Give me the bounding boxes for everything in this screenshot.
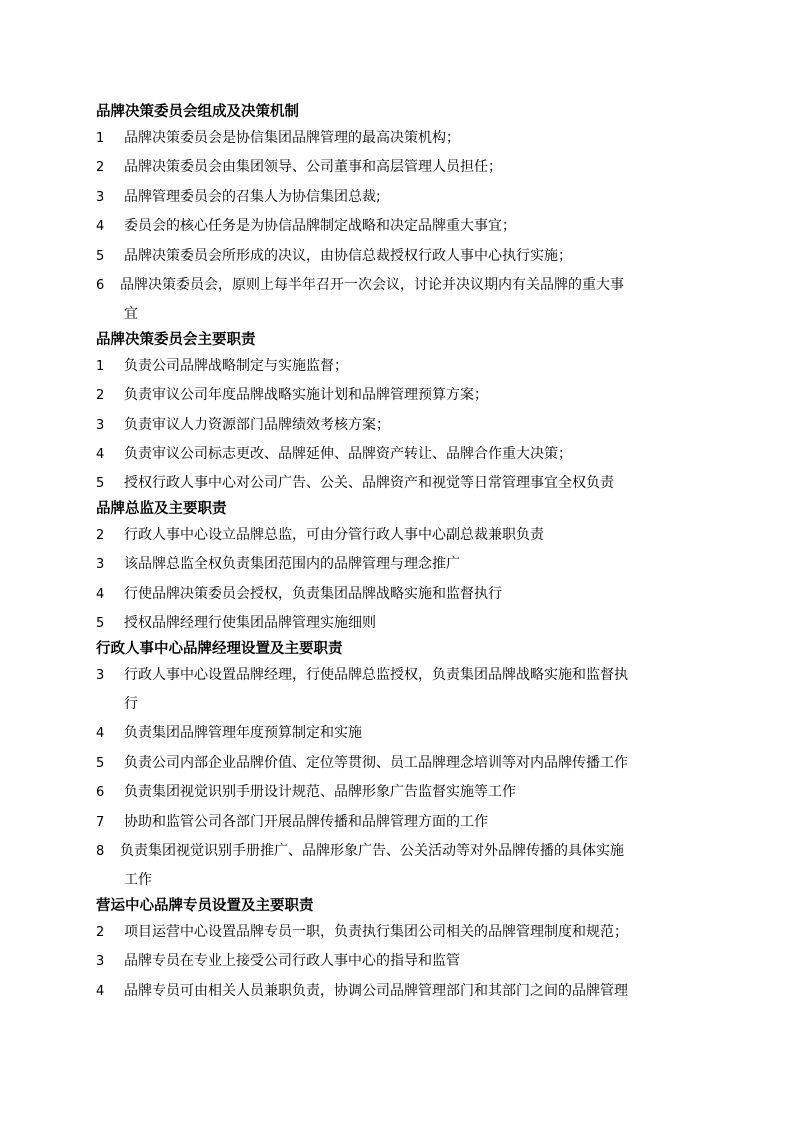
item-text: 品牌专员可由相关人员兼职负责，协调公司品牌管理部门和其部门之间的品牌管理 [124,982,628,999]
item-number: 8 [96,843,105,859]
item-text: 负责审议公司年度品牌战略实施计划和品牌管理预算方案； [124,387,488,404]
item-text: 授权行政人事中心对公司广告、公关、品牌资产和视觉等日常管理事宜全权负责 [124,475,614,492]
item-number: 3 [96,189,105,205]
list-item [96,918,700,947]
list-item [96,153,700,182]
item-text: 项目运营中心设置品牌专员一职，负责执行集团公司相关的品牌管理制度和规范； [124,923,628,940]
item-number: 4 [96,726,105,742]
item-text: 负责公司内部企业品牌价值、定位等贯彻、员工品牌理念培训等对内品牌传播工作 [124,754,628,771]
item-text: 品牌决策委员会，原则上每半年召开一次会议，讨论并决议期内有关品牌的重大事 [120,277,624,294]
item-text: 品牌决策委员会由集团领导、公司董事和高层管理人员担任； [124,159,502,176]
list-item [96,352,700,381]
item-text: 行使品牌决策委员会授权，负责集团品牌战略实施和监督执行 [124,585,502,602]
list-item [96,381,700,410]
list-item [96,661,700,720]
item-text: 品牌管理委员会的召集人为协信集团总裁; [124,188,381,205]
item-number: 1 [96,358,105,374]
item-number: 2 [96,160,105,176]
item-number: 3 [96,417,105,433]
list-item [96,242,700,271]
item-text: 负责集团视觉识别手册推广、品牌形象广告、公关活动等对外品牌传播的具体实施 [120,842,624,859]
item-number: 4 [96,586,105,602]
item-text: 负责公司品牌战略制定与实施监督； [124,357,348,374]
list-item [96,947,700,976]
list-item [96,808,700,837]
list-item [96,440,700,469]
item-text: 品牌专员在专业上接受公司行政人事中心的指导和监管 [124,953,460,970]
item-text: 负责集团品牌管理年度预算制定和实施 [124,725,362,742]
item-text: 协助和监管公司各部门开展品牌传播和品牌管理方面的工作 [124,813,488,830]
item-text: 行政人事中心设立品牌总监，可由分管行政人事中心副总裁兼职负责 [124,526,544,543]
item-number: 6 [96,278,105,294]
item-text: 该品牌总监全权负责集团范围内的品牌管理与理念推广 [124,556,460,573]
section [96,896,700,1006]
list-item [96,609,700,638]
list-item [96,977,700,1006]
item-number: 2 [96,388,105,404]
item-number: 2 [96,924,105,940]
item-number: 5 [96,248,105,264]
item-number: 5 [96,616,105,632]
list-item [96,580,700,609]
item-number: 6 [96,785,105,801]
item-text-continuation: 工作 [124,872,152,889]
section-heading: 营运中心品牌专员设置及主要职责 [96,897,314,914]
item-text-continuation: 行 [124,695,138,712]
item-text: 品牌决策委员会所形成的决议，由协信总裁授权行政人事中心执行实施； [124,247,572,264]
list-item [96,837,700,896]
item-number: 3 [96,667,105,683]
list-item [96,469,700,498]
item-number: 5 [96,755,105,771]
item-number: 3 [96,954,105,970]
item-text: 负责审议人力资源部门品牌绩效考核方案； [124,416,390,433]
list-item [96,719,700,748]
list-item [96,749,700,778]
item-text-continuation: 宜 [124,306,138,323]
item-number: 1 [96,131,105,146]
item-number: 2 [96,527,105,543]
item-number: 3 [96,557,105,573]
item-number: 4 [96,219,105,235]
item-text: 负责审议公司标志更改、品牌延伸、品牌资产转让、品牌合作重大决策； [124,446,572,463]
section-heading: 品牌决策委员会组成及决策机制 [96,104,299,120]
section-heading: 品牌总监及主要职责 [96,500,227,517]
list-item [96,411,700,440]
document-body [96,102,700,1006]
item-text: 行政人事中心设置品牌经理，行使品牌总监授权，负责集团品牌战略实施和监督执 [124,666,628,683]
list-item [96,124,700,153]
section [96,330,700,499]
item-number: 4 [96,447,105,463]
section-heading: 行政人事中心品牌经理设置及主要职责 [96,640,343,657]
item-number: 7 [96,814,105,830]
item-number: 5 [96,476,105,492]
section [96,102,700,330]
list-item [96,521,700,550]
section-heading: 品牌决策委员会主要职责 [96,331,256,348]
list-item [96,212,700,241]
list-item [96,271,700,330]
item-text: 授权品牌经理行使集团品牌管理实施细则 [124,615,376,632]
section [96,639,700,896]
item-number: 4 [96,983,105,999]
section [96,499,700,639]
list-item [96,183,700,212]
item-text: 委员会的核心任务是为协信品牌制定战略和决定品牌重大事宜； [124,218,516,235]
list-item [96,778,700,807]
list-item [96,550,700,579]
item-text: 负责集团视觉识别手册设计规范、品牌形象广告监督实施等工作 [124,784,516,801]
item-text: 品牌决策委员会是协信集团品牌管理的最高决策机构； [124,130,460,146]
